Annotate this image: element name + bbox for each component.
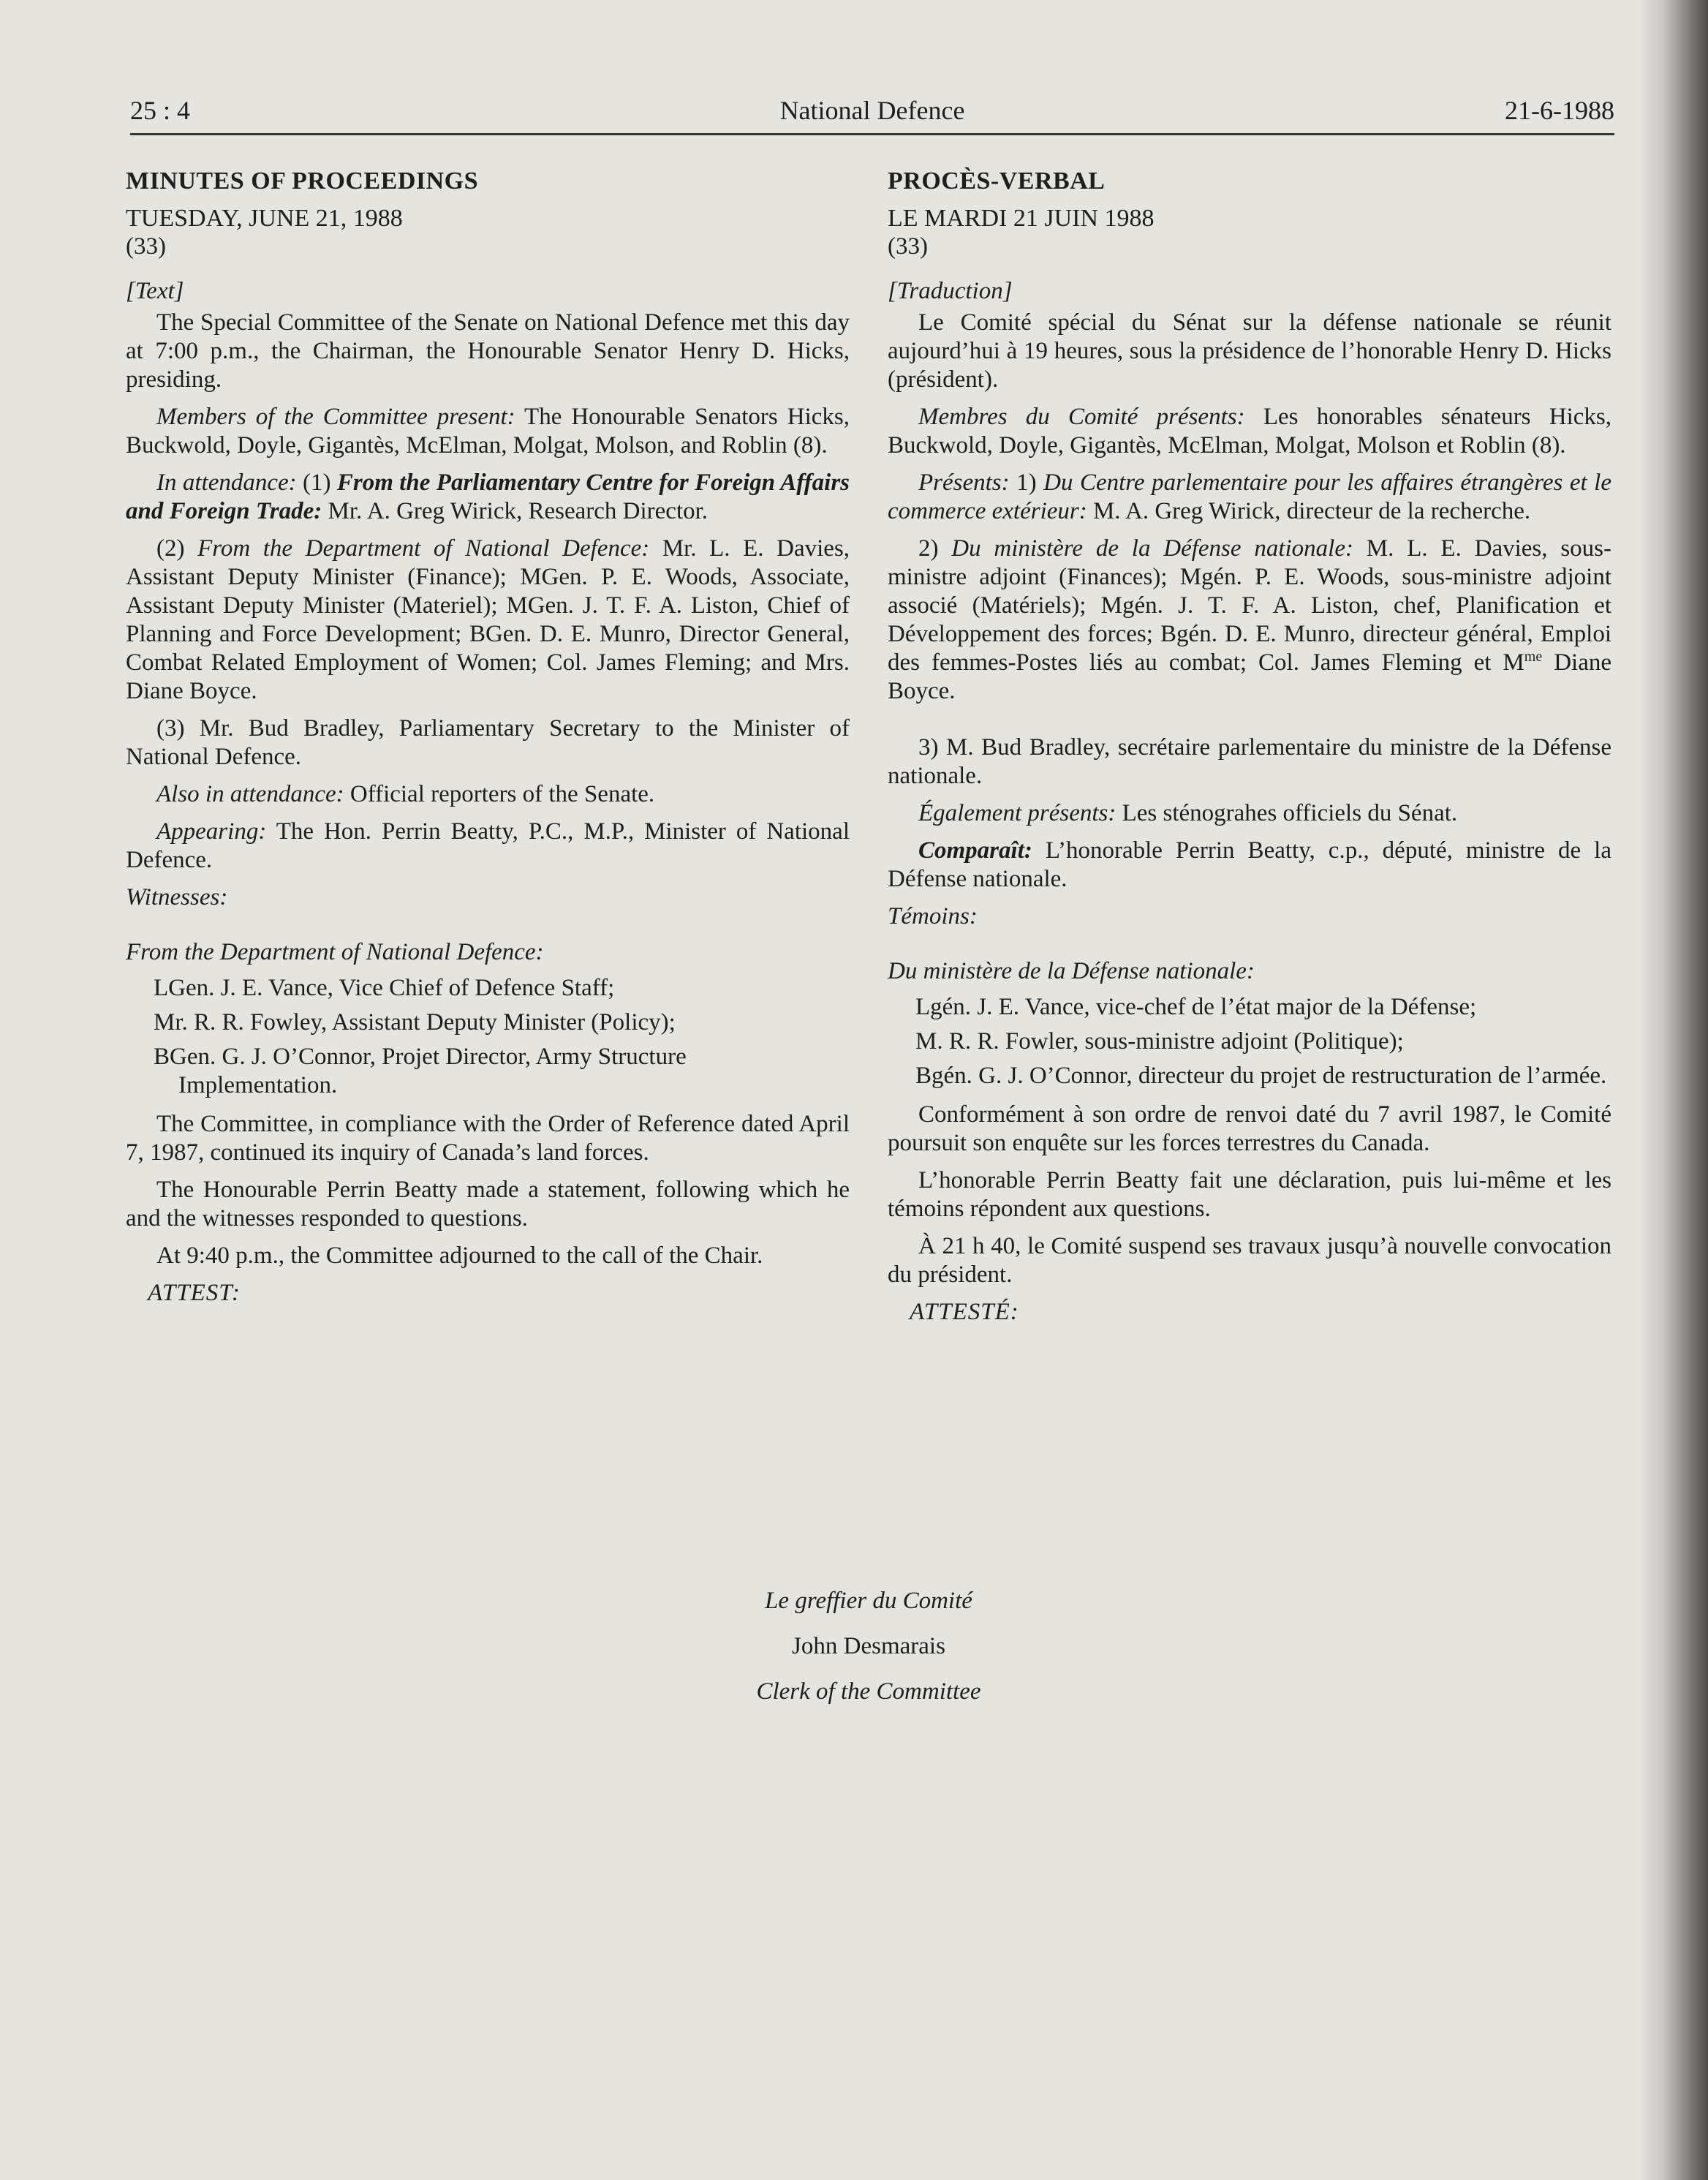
running-title: National Defence xyxy=(779,96,965,125)
appearing-label: Appearing: xyxy=(156,818,267,845)
also-text: Official reporters of the Senate. xyxy=(344,781,655,807)
french-appearing xyxy=(888,837,1611,894)
english-witnesses-label: Witnesses: xyxy=(126,884,228,910)
attendance-num-1: 1) xyxy=(1009,469,1044,496)
attendance-org-2: From the Department of National Defence: xyxy=(197,535,650,562)
english-text-marker: [Text] xyxy=(126,278,184,304)
french-witness-3: Bgén. G. J. O’Connor, directeur du projet de restructuration de l’armée. xyxy=(915,1063,1607,1089)
page-header xyxy=(130,89,1614,135)
clerk-name: John Desmarais xyxy=(792,1633,945,1659)
attendance-org-2: Du ministère de la Défense nationale: xyxy=(951,535,1353,562)
appearing-label: Comparaît: xyxy=(918,837,1032,864)
english-appearing xyxy=(126,818,850,875)
attendance-org-1: From the Parliamentary Centre for Foreign Affairs and Foreign Trade: xyxy=(126,469,850,524)
also-label: Également présents: xyxy=(918,800,1116,826)
french-attendance-2 xyxy=(888,535,1611,706)
attendance-text-1: Mr. A. Greg Wirick, Research Director. xyxy=(322,498,708,524)
attendance-text-2: M. L. E. Davies, sous-ministre adjoint (Finances); Mgén. P. E. Woods, sous-ministre adjoint associé (Matériels); Mgén. J. T. F. A. Liston, chef, Planification et Développement des forces; Bgén. D. E. Munro, directeur général, Emploi des femmes-Postes liés au combat; Col. James Fleming et M xyxy=(888,535,1611,676)
english-also-attendance xyxy=(126,780,850,809)
header-date: 21-6-1988 xyxy=(1505,96,1614,125)
appearing-text: L’honorable Perrin Beatty, c.p., député, ministre de la Défense nationale. xyxy=(888,837,1611,892)
french-statement-paragraph: L’honorable Perrin Beatty fait une déclaration, puis lui-même et les témoins répondent aux questions. xyxy=(888,1167,1611,1222)
members-text: Les honorables sénateurs Hicks, Buckwold, Doyle, Gigantès, McElman, Molgat, Molson et Roblin (8). xyxy=(888,404,1611,459)
english-sitting-number: (33) xyxy=(126,233,166,260)
english-adjourn-paragraph: At 9:40 p.m., the Committee adjourned to the call of the Chair. xyxy=(156,1242,763,1269)
members-label: Members of the Committee present: xyxy=(156,404,515,430)
english-compliance-paragraph: The Committee, in compliance with the Order of Reference dated April 7, 1987, continued its inquiry of Canada’s land forces. xyxy=(126,1111,850,1166)
english-attendance-2 xyxy=(126,535,850,706)
page-binding-shadow xyxy=(1639,0,1708,2180)
french-sitting-number: (33) xyxy=(888,233,928,260)
clerk-title-english: Clerk of the Committee xyxy=(756,1678,981,1705)
french-compliance-paragraph: Conformément à son ordre de renvoi daté du 7 avril 1987, le Comité poursuit son enquête sur les forces terrestres du Canada. xyxy=(888,1101,1611,1156)
attendance-title-superscript: me xyxy=(1524,649,1543,665)
attendance-text-2: Mr. L. E. Davies, Assistant Deputy Minister (Finance); MGen. P. E. Woods, Associate, Assistant Deputy Minister (Materiel); MGen. J. T. F. A. Liston, Chief of Planning and Force Development; BGen. D. E. Munro, Director General, Combat Related Employment of Women; Col. James Fleming; and Mrs. Diane Boyce. xyxy=(126,535,850,704)
members-text: The Honourable Senators Hicks, Buckwold, Doyle, Gigantès, McElman, Molgat, Molson, and Roblin (8). xyxy=(126,404,850,459)
spacer xyxy=(888,714,1611,733)
members-label: Membres du Comité présents: xyxy=(918,404,1245,430)
english-opening-paragraph: The Special Committee of the Senate on National Defence met this day at 7:00 p.m., the Chairman, the Honourable Senator Henry D. Hicks, presiding. xyxy=(126,309,850,393)
english-column xyxy=(126,167,850,1308)
signature-block xyxy=(126,1578,1611,1714)
appearing-text: The Hon. Perrin Beatty, P.C., M.P., Minister of National Defence. xyxy=(126,818,850,873)
also-label: Also in attendance: xyxy=(156,781,344,807)
french-members-paragraph xyxy=(888,403,1611,460)
attendance-text-2-end: Diane Boyce. xyxy=(888,649,1611,704)
attendance-label: In attendance: xyxy=(156,469,297,496)
french-opening-paragraph: Le Comité spécial du Sénat sur la défense nationale se réunit aujourd’hui à 19 heures, sous la présidence de l’honorable Henry D. Hicks (président). xyxy=(888,309,1611,393)
english-members-paragraph xyxy=(126,403,850,460)
french-also-attendance xyxy=(888,799,1611,828)
french-witness-1: Lgén. J. E. Vance, vice-chef de l’état major de la Défense; xyxy=(915,994,1477,1020)
attendance-org-1: Du Centre parlementaire pour les affaires étrangères et le commerce extérieur: xyxy=(888,469,1611,524)
english-dept-label: From the Department of National Defence: xyxy=(126,939,544,965)
english-witness-3: BGen. G. J. O’Connor, Projet Director, Army Structure Implementation. xyxy=(154,1044,687,1098)
french-heading: PROCÈS-VERBAL xyxy=(888,167,1106,195)
english-date: TUESDAY, JUNE 21, 1988 xyxy=(126,205,403,232)
attendance-text-1: M. A. Greg Wirick, directeur de la recherche. xyxy=(1087,498,1531,524)
english-heading: MINUTES OF PROCEEDINGS xyxy=(126,167,479,195)
english-statement-paragraph: The Honourable Perrin Beatty made a statement, following which he and the witnesses responded to questions. xyxy=(126,1177,850,1232)
english-attendance-1 xyxy=(126,469,850,526)
attendance-num-1: (1) xyxy=(296,469,337,496)
english-witness-2: Mr. R. R. Fowley, Assistant Deputy Minister (Policy); xyxy=(154,1009,676,1036)
french-witness-2: M. R. R. Fowler, sous-ministre adjoint (Politique); xyxy=(915,1028,1404,1055)
french-attendance-1 xyxy=(888,469,1611,526)
clerk-title-french: Le greffier du Comité xyxy=(765,1588,972,1614)
attendance-num-2: 2) xyxy=(918,535,952,562)
french-attendance-3: 3) M. Bud Bradley, secrétaire parlementaire du ministre de la Défense nationale. xyxy=(888,734,1611,789)
attendance-num-2: (2) xyxy=(156,535,198,562)
english-witness-1: LGen. J. E. Vance, Vice Chief of Defence Staff; xyxy=(154,975,615,1001)
english-attest: ATTEST: xyxy=(148,1280,241,1306)
english-attendance-3: (3) Mr. Bud Bradley, Parliamentary Secretary to the Minister of National Defence. xyxy=(126,715,850,770)
french-attest: ATTESTÉ: xyxy=(910,1299,1019,1325)
french-column xyxy=(888,167,1611,1327)
french-text-marker: [Traduction] xyxy=(888,278,1013,304)
french-adjourn-paragraph: À 21 h 40, le Comité suspend ses travaux jusqu’à nouvelle convocation du président. xyxy=(888,1233,1611,1288)
french-date: LE MARDI 21 JUIN 1988 xyxy=(888,205,1155,232)
attendance-label: Présents: xyxy=(918,469,1010,496)
french-dept-label: Du ministère de la Défense nationale: xyxy=(888,958,1255,984)
also-text: Les sténograhes officiels du Sénat. xyxy=(1116,800,1458,826)
french-witnesses-label: Témoins: xyxy=(888,903,978,929)
page-number: 25 : 4 xyxy=(130,96,191,125)
